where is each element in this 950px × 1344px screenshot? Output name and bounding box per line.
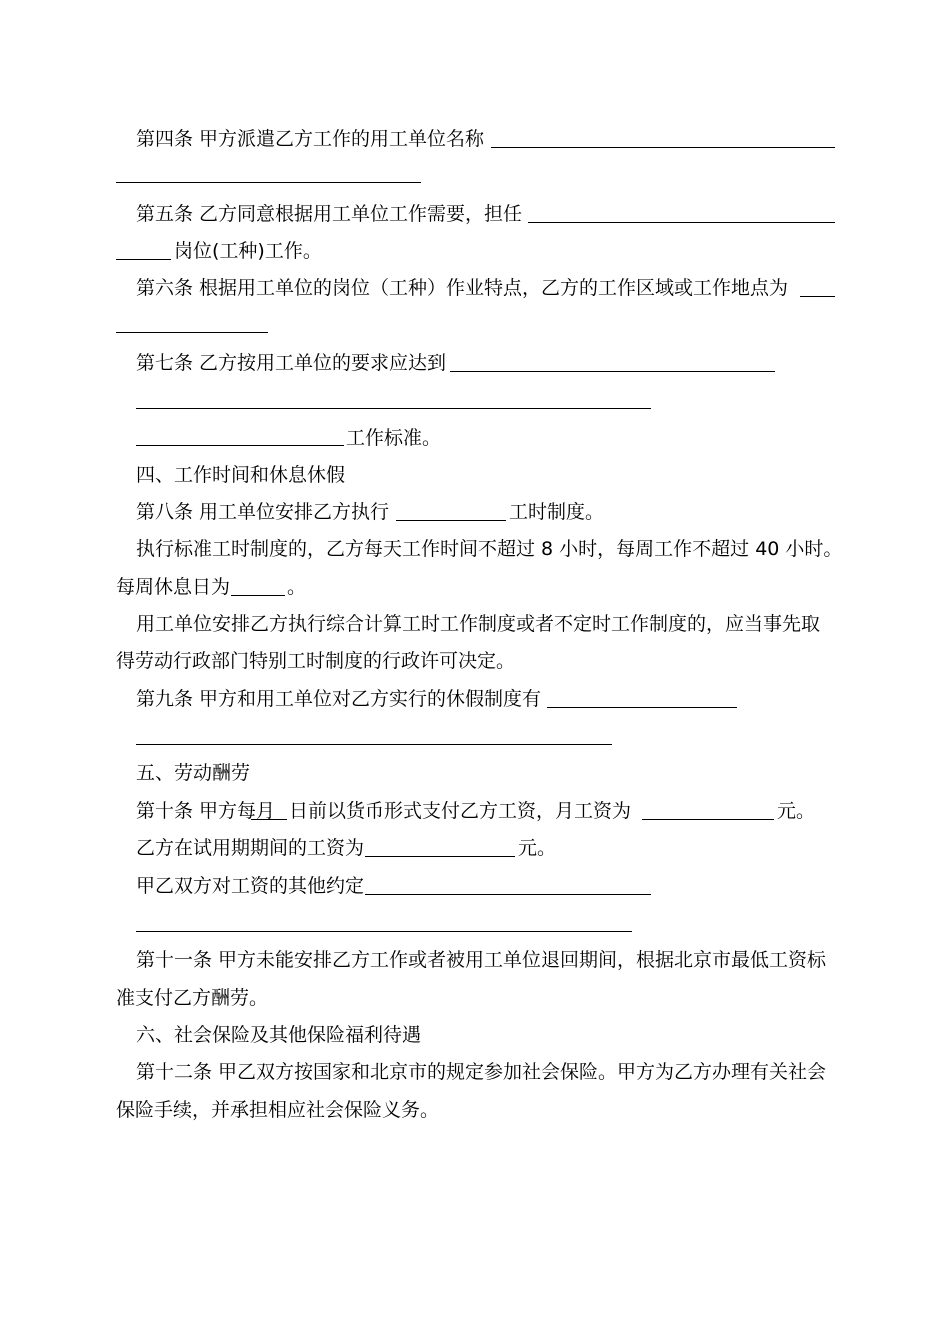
monthly-salary-blank[interactable] bbox=[642, 819, 774, 820]
article-10-tail: 元。 bbox=[777, 800, 816, 822]
article-8-line bbox=[0, 492, 950, 532]
article-9-text: 第九条 甲方和用工单位对乙方实行的休假制度有 bbox=[136, 688, 542, 710]
article-12-text-2: 保险手续，并承担相应社会保险义务。 bbox=[116, 1099, 440, 1121]
article-5-tail: 岗位(工种)工作。 bbox=[174, 240, 322, 262]
article-7-blank-2[interactable] bbox=[136, 408, 651, 409]
article-7-line-3 bbox=[0, 418, 950, 458]
article-11-text-2: 准支付乙方酬劳。 bbox=[116, 987, 269, 1009]
article-10-line bbox=[0, 791, 950, 831]
article-7-line bbox=[0, 343, 950, 383]
article-9-blank-1[interactable] bbox=[547, 707, 737, 708]
comprehensive-hours-text-1: 用工单位安排乙方执行综合计算工时工作制度或者不定时工作制度的，应当事先取 bbox=[136, 613, 821, 635]
article-9-blank-2[interactable] bbox=[136, 744, 612, 745]
article-11-line-2 bbox=[0, 978, 950, 1018]
other-agreement-blank-2[interactable] bbox=[136, 931, 632, 932]
section-6-title: 六、社会保险及其他保险福利待遇 bbox=[136, 1024, 422, 1046]
rest-day-blank[interactable] bbox=[231, 595, 285, 596]
section-5-title: 五、劳动酬劳 bbox=[136, 762, 251, 784]
article-4-line bbox=[0, 119, 950, 159]
other-agreement-line bbox=[0, 866, 950, 906]
trial-salary-text: 乙方在试用期期间的工资为 bbox=[136, 837, 365, 859]
article-10-mid: 日前以货币形式支付乙方工资，月工资为 bbox=[289, 800, 632, 822]
article-7-blank-1[interactable] bbox=[450, 371, 775, 372]
standard-hours-text-2: 每周休息日为 bbox=[116, 576, 231, 598]
article-6-text: 第六条 根据用工单位的岗位（工种）作业特点，乙方的工作区域或工作地点为 bbox=[136, 277, 789, 299]
article-5-blank-1[interactable] bbox=[528, 222, 835, 223]
article-12-line-1 bbox=[0, 1052, 950, 1092]
article-5-line-1 bbox=[0, 194, 950, 234]
trial-salary-blank[interactable] bbox=[365, 856, 515, 857]
other-agreement-blank-1[interactable] bbox=[365, 894, 651, 895]
comprehensive-hours-line-2 bbox=[0, 641, 950, 681]
article-11-text-1: 第十一条 甲方未能安排乙方工作或者被用工单位退回期间，根据北京市最低工资标 bbox=[136, 949, 827, 971]
standard-hours-line-1 bbox=[0, 529, 950, 569]
article-10-text: 第十条 甲方每月 bbox=[136, 800, 276, 822]
section-6-heading bbox=[0, 1015, 950, 1055]
article-12-line-2 bbox=[0, 1090, 950, 1130]
article-7-text: 第七条 乙方按用工单位的要求应达到 bbox=[136, 352, 447, 374]
comprehensive-hours-line-1 bbox=[0, 604, 950, 644]
article-6-blank-2[interactable] bbox=[116, 332, 268, 333]
article-11-line-1 bbox=[0, 940, 950, 980]
article-8-tail: 工时制度。 bbox=[509, 501, 605, 523]
other-agreement-text: 甲乙双方对工资的其他约定 bbox=[136, 875, 365, 897]
article-5-line-2 bbox=[0, 231, 950, 271]
article-5-text: 第五条 乙方同意根据用工单位工作需要，担任 bbox=[136, 203, 523, 225]
article-4-text: 第四条 甲方派遣乙方工作的用工单位名称 bbox=[136, 128, 485, 150]
section-4-heading bbox=[0, 455, 950, 495]
article-8-blank[interactable] bbox=[396, 520, 506, 521]
pay-day-blank[interactable] bbox=[251, 819, 287, 820]
trial-salary-tail: 元。 bbox=[518, 837, 557, 859]
trial-salary-line bbox=[0, 828, 950, 868]
section-5-heading bbox=[0, 753, 950, 793]
standard-hours-tail: 。 bbox=[287, 576, 307, 598]
article-4-blank-1[interactable] bbox=[491, 147, 835, 148]
article-4-blank-2[interactable] bbox=[116, 182, 421, 183]
standard-hours-line-2 bbox=[0, 567, 950, 607]
comprehensive-hours-text-2: 得劳动行政部门特别工时制度的行政许可决定。 bbox=[116, 650, 516, 672]
standard-hours-text-1: 执行标准工时制度的，乙方每天工作时间不超过 8 小时，每周工作不超过 40 小时。 bbox=[136, 538, 843, 560]
section-4-title: 四、工作时间和休息休假 bbox=[136, 464, 346, 486]
article-6-blank-1[interactable] bbox=[800, 296, 835, 297]
article-12-text-1: 第十二条 甲乙双方按国家和北京市的规定参加社会保险。甲方为乙方办理有关社会 bbox=[136, 1061, 827, 1083]
article-9-line bbox=[0, 679, 950, 719]
article-7-tail: 工作标准。 bbox=[346, 427, 442, 449]
article-6-line bbox=[0, 268, 950, 308]
article-8-text: 第八条 用工单位安排乙方执行 bbox=[136, 501, 390, 523]
